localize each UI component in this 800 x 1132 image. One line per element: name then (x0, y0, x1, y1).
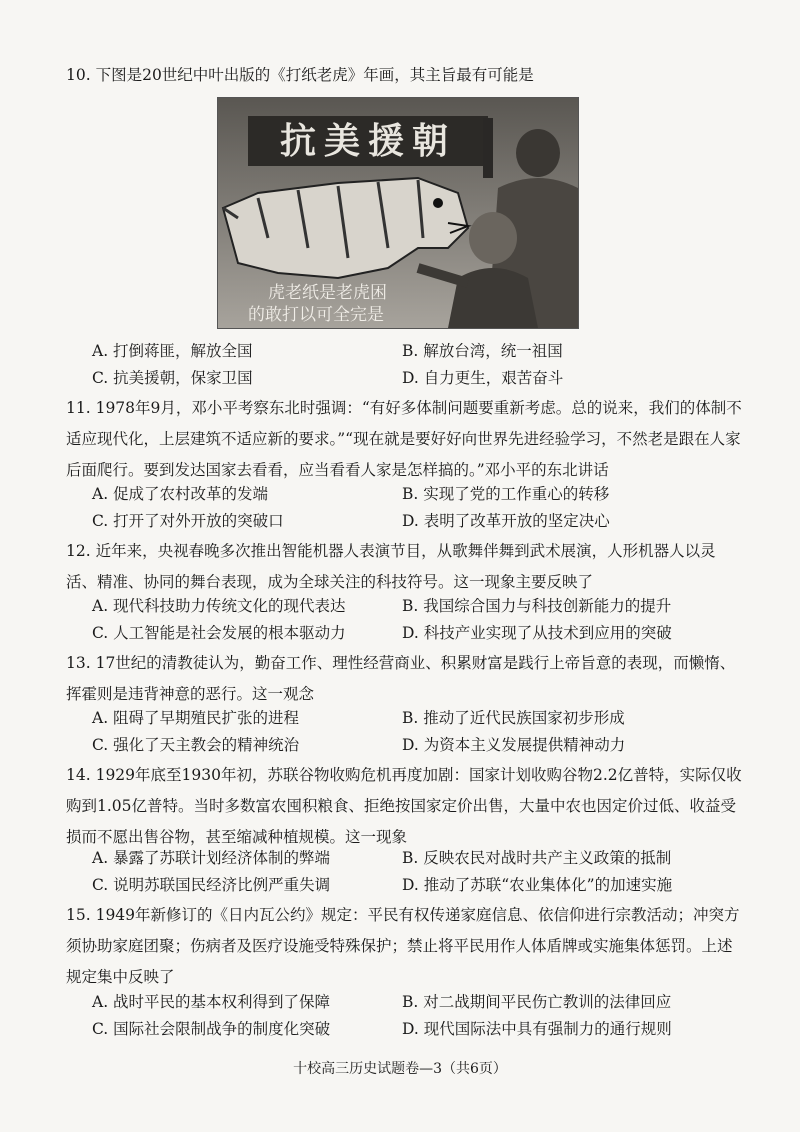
q10-option-a: A. 打倒蒋匪，解放全国 (92, 342, 253, 360)
q15-option-d: D. 现代国际法中具有强制力的通行规则 (402, 1020, 672, 1038)
q12-option-d: D. 科技产业实现了从技术到应用的突破 (402, 624, 672, 642)
q11-option-a: A. 促成了农村改革的发端 (92, 485, 269, 503)
question-11-stem: 11. 1978年9月，邓小平考察东北时强调：“有好多体制问题要重新考虑。总的说来，我们的体制不适应现代化，上层建筑不适应新的要求。”“现在就是要好好向世界先进经验学习，不然老是跟在人家后面爬行。要到发达国家去看看，应当看看人家是怎样搞的。”邓小平的东北讲话 (66, 399, 742, 479)
q10-option-c: C. 抗美援朝，保家卫国 (92, 369, 253, 387)
q13-option-c: C. 强化了天主教会的精神统治 (92, 736, 300, 754)
q15-option-a: A. 战时平民的基本权利得到了保障 (92, 993, 331, 1011)
q13-option-b: B. 推动了近代民族国家初步形成 (402, 709, 625, 727)
question-10-stem: 10. 下图是20世纪中叶出版的《打纸老虎》年画，其主旨最有可能是 (66, 66, 534, 84)
q15-option-b: B. 对二战期间平民伤亡教训的法律回应 (402, 993, 672, 1011)
q14-option-c: C. 说明苏联国民经济比例严重失调 (92, 876, 331, 894)
q14-option-a: A. 暴露了苏联计划经济体制的弊端 (92, 849, 331, 867)
page-footer: 十校高三历史试题卷—3（共6页） (293, 1061, 507, 1077)
q12-option-b: B. 我国综合国力与科技创新能力的提升 (402, 597, 672, 615)
question-12-stem: 12. 近年来，央视春晚多次推出智能机器人表演节目，从歌舞伴舞到武术展演，人形机器人以灵活、精准、协同的舞台表现，成为全球关注的科技符号。这一现象主要反映了 (66, 542, 716, 591)
q11-option-d: D. 表明了改革开放的坚定决心 (402, 512, 610, 530)
q14-option-b: B. 反映农民对战时共产主义政策的抵制 (402, 849, 672, 867)
poster-banner-text: 抗美援朝 (279, 121, 457, 162)
q12-option-a: A. 现代科技助力传统文化的现代表达 (92, 597, 346, 615)
q13-option-d: D. 为资本主义发展提供精神动力 (402, 736, 626, 754)
q14-option-d: D. 推动了苏联“农业集体化”的加速实施 (402, 876, 673, 894)
q11-option-b: B. 实现了党的工作重心的转移 (402, 485, 610, 503)
poster-caption-line1: 虎老纸是老虎困 (268, 283, 387, 303)
poster-illustration (218, 98, 578, 328)
question-14-stem: 14. 1929年底至1930年初，苏联谷物收购危机再度加剧：国家计划收购谷物2.2亿普特，实际仅收购到1.05亿普特。当时多数富农囤积粮食、拒绝按国家定价出售，大量中农也因定价过低、收益受损而不愿出售谷物，甚至缩减种植规模。这一现象 (66, 766, 742, 846)
q10-option-d: D. 自力更生，艰苦奋斗 (402, 369, 564, 387)
poster-caption-line2: 的敢打以可全完是 (248, 305, 384, 325)
question-13-stem: 13. 17世纪的清教徒认为，勤奋工作、理性经营商业、积累财富是践行上帝旨意的表现，而懒惰、挥霍则是违背神意的恶行。这一观念 (66, 654, 736, 703)
question-15-stem: 15. 1949年新修订的《日内瓦公约》规定：平民有权传递家庭信息、依信仰进行宗教活动；冲突方须协助家庭团聚；伤病者及医疗设施受特殊保护；禁止将平民用作人体盾牌或实施集体惩罚。上述规定集中反映了 (66, 906, 740, 986)
q15-option-c: C. 国际社会限制战争的制度化突破 (92, 1020, 331, 1038)
q13-option-a: A. 阻碍了早期殖民扩张的进程 (92, 709, 300, 727)
new-year-poster-image (217, 97, 579, 329)
q12-option-c: C. 人工智能是社会发展的根本驱动力 (92, 624, 346, 642)
q11-option-c: C. 打开了对外开放的突破口 (92, 512, 284, 530)
q10-option-b: B. 解放台湾，统一祖国 (402, 342, 563, 360)
